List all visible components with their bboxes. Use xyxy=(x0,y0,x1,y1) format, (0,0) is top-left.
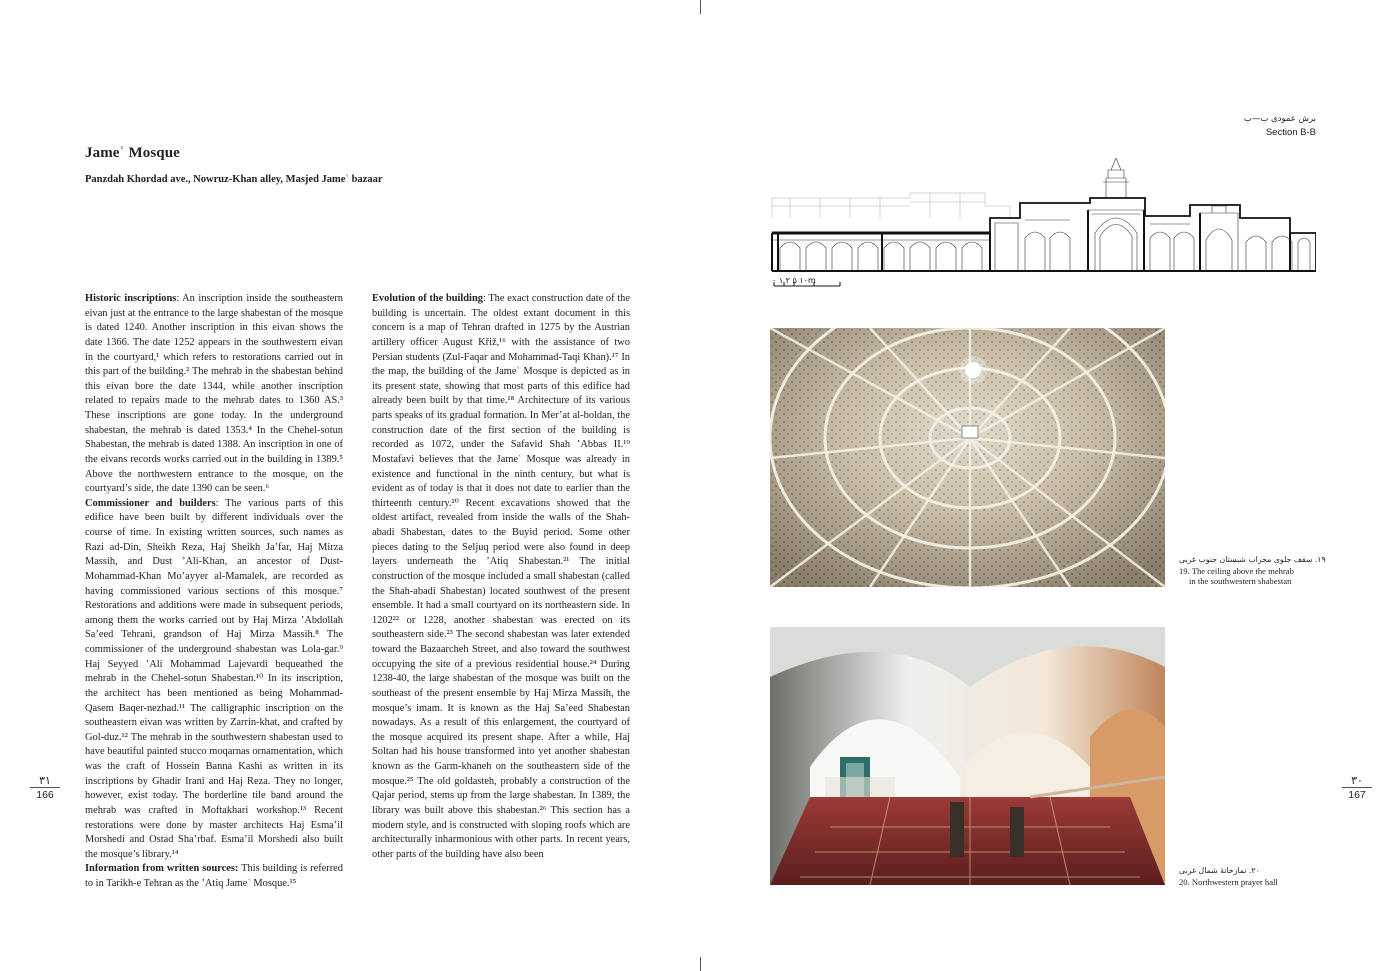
caption-19-en-line1: 19. The ceiling above the mehrab xyxy=(1179,565,1294,576)
section-label-en: Section B-B xyxy=(1265,127,1316,138)
crop-mark-top xyxy=(700,0,701,14)
text-column-1 xyxy=(85,292,343,892)
page-number-left-en: 166 xyxy=(30,787,60,801)
body-historic-inscriptions: : An inscription inside the southeastern eivan just at the entrance to the large shabestan of the mosque is dated 1240. Another inscription in this eivan shows the date 1366. The date 1252 appears in the southwestern eivan in the courtyard,¹ which refers to restorations carried out in this part of the building.² The mehrab in the shabestan behind this eivan bore the date 1344, while another inscription related to repairs made to the mehrab dates to 1360 AS.³ These inscriptions are gone today. In the underground shabestan, the mehrab is dated 1353.⁴ In the Chehel-sotun Shabestan, the mehrab is dated 1388. An inscription in one of the eivans records works carried out in the building in 1389.⁵ Above the northwestern entrance to the mosque, on the courtyard’s side, the date 1390 can be seen.⁶ xyxy=(85,293,344,495)
caption-20-en: 20. Northwestern prayer hall xyxy=(1179,876,1278,887)
section-label-fa: برش عمودی ب—ب xyxy=(1243,114,1316,124)
text-column-2 xyxy=(372,292,630,862)
crop-mark-bottom xyxy=(700,957,701,971)
heading-evolution: Evolution of the building xyxy=(372,293,483,304)
page-title: Jameʿ Mosque xyxy=(85,145,180,161)
heading-written-sources: Information from written sources: xyxy=(85,863,239,875)
heading-historic-inscriptions: Historic inscriptions xyxy=(85,293,177,304)
section-drawing xyxy=(770,158,1316,294)
paragraph-written-sources xyxy=(85,862,343,891)
page-number-left-fa: ۳۱ xyxy=(39,774,51,787)
heading-commissioner: Commissioner and builders xyxy=(85,497,216,509)
figure-caption-20 xyxy=(1179,866,1359,887)
page-number-right xyxy=(1342,775,1372,801)
caption-19-fa: ۱۹. سقف جلوی محراب شبستان جنوب غربی xyxy=(1179,555,1326,564)
body-written-sources: This building is referred to in Tarikh-e Tehran as the ’Atiq Jameʿ Mosque.¹⁵ xyxy=(85,863,343,889)
section-label xyxy=(1200,113,1316,139)
scale-label: ۰ ۱ ۲ ۵ ۱۰m xyxy=(772,276,816,285)
page-number-left xyxy=(30,775,60,801)
figure-caption-19 xyxy=(1179,555,1359,587)
photo-prayer-hall xyxy=(770,627,1165,885)
page-number-right-fa: ۳۰ xyxy=(1351,774,1363,787)
body-commissioner: : The various parts of this edifice have been built by different individuals over the course of time. In existing written sources, such names as Razi ad-Din, Sheikh Reza, Haj Sheikh Ja’far, Haj Mirza Massih, and Dust ’Ali-Khan, an ancestor of Dust-Mohammad-Khan Mo’ayyer al-Mamalek, are recorded as having commissioned various sections of this mosque.⁷ Restorations and additions were made in subsequent periods, among them the works carried out by Haj Mirza ’Abdollah Sa’eed Tehrani, grandson of Haj Mirza Massih.⁸ The commissioner of the underground shabestan was Lola-gar.⁹ Haj Seyyed ’Ali Mohammad Lajevardi bequeathed the mehrab in the Chehel-sotun Shabestan.¹⁰ In its inscription, the architect has been mentioned as being Mohammad-Qasem Baqer-nezhad.¹¹ The calligraphic inscription on the southeastern eivan was written by Zarrin-khat, and crafted by Gol-duz.¹² The mehrab in the southwestern shabestan used to have beautiful painted stucco moqarnas ornamentation, which was the craft of Hossein Banna Kashi as written in its inscriptions by Ghadir Irani and Haj Reza. They no longer, however, exist today. The borderline tile band around the mehrab was crafted in Moftakhari workshop.¹³ Recent restorations were done by master architects Haj Esma’il Morshedi and Ostad Sha’rbaf. Esma’il Morshedi also built the mosque’s library.¹⁴ xyxy=(85,497,343,860)
paragraph-evolution xyxy=(372,292,630,862)
photo-ceiling-muqarnas xyxy=(770,328,1165,587)
page-number-right-en: 167 xyxy=(1342,787,1372,801)
caption-19-en-line2: in the southwestern shabestan xyxy=(1189,576,1292,586)
body-evolution: : The exact construction date of the building is uncertain. The oldest extant document in this concern is a map of Tehran drafted in 1275 by the Austrian artillery officer August Křiž,¹⁶ with the assistance of two Persian students (Zul-Faqar and Mohammad-Taqi Khan).¹⁷ In the map, the building of the Jameʿ Mosque is depicted as in its present state, showing that most parts of this edifice had already been built by that time.¹⁸ Architecture of its various parts speaks of its gradual formation. In Mer’at al-boldan, the construction date of the first section of the building is recorded as 1072, under the Safavid Shah ’Abbas II.¹⁹ Mostafavi believes that the Jameʿ Mosque was already in existence and functional in the ninth century, but what is evident as of today is that it does not date to earlier than the thirteenth century.²⁰ Recent excavations showed that the oldest artifact, revealed from inside the walls of the Shah-abadi Shabestan, dates to the Buyid period. Some other pieces dating to the Seljuq period were also found in deep layers underneath the ’Atiq Shabestan.²¹ The initial construction of the mosque included a small shabestan (called the Shah-abadi Shabestan) located southwest of the present ensemble. It had a small courtyard on its northeastern side. In 1202²² or 1228, another shabestan was erected on its southeastern side.²³ The second shabestan was later extended toward the Bazaarcheh Street, and also toward the southwest occupying the site of a previous residential house.²⁴ During 1238-40, the large shabestan of the mosque was built on the southeast of the present ensemble by Haj Mirza Massih, the mosque’s imam. It is known as the Haj Sa’eed Shabestan nowadays. As a result of this enlargement, the courtyard of the mosque acquired its present shape. After a while, Haj Soltan had his house transformed into yet another shabestan known as the Garm-khaneh on the southeastern side of the mosque.²⁵ The old goldasteh, probably a construction of the Qajar period, stems up from the large shabestan. In 1389, the library was built above this shabestan.²⁶ This section has a modern style, and is constructed with sloping roofs which are architecturally inharmonious with other parts. In recent years, other parts of the building have also been xyxy=(372,293,630,860)
caption-20-fa: ۲۰. نمازخانهٔ شمال غربی xyxy=(1179,866,1260,875)
address-line: Panzdah Khordad ave., Nowruz-Khan alley, Masjed Jameʿ bazaar xyxy=(85,174,383,185)
paragraph-historic-inscriptions xyxy=(85,292,343,497)
paragraph-commissioner xyxy=(85,497,343,863)
